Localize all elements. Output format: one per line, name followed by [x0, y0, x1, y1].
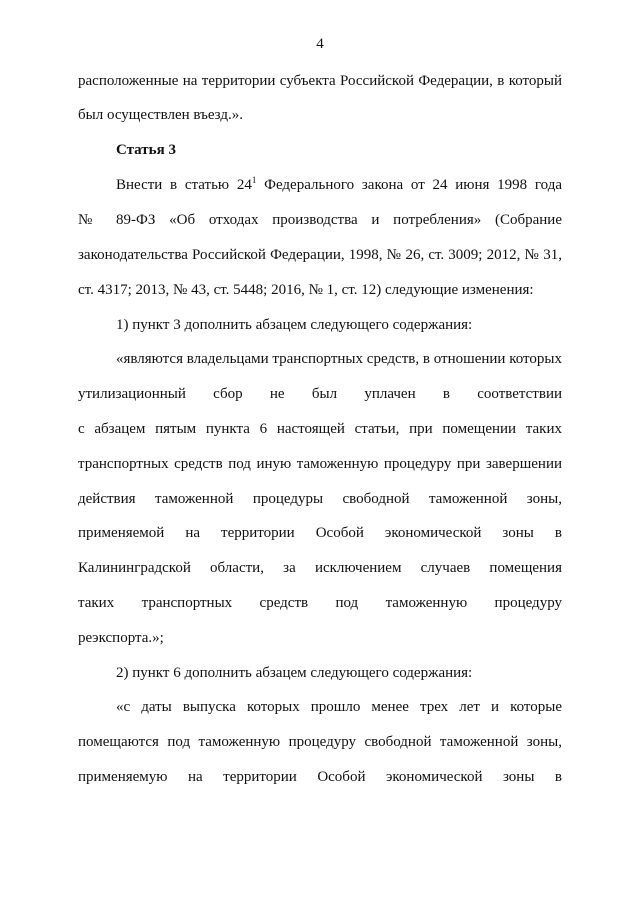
text-line: «являются владельцами транспортных средств, в отношении которых — [116, 351, 562, 367]
text-line: 2) пункт 6 дополнить абзацем следующего содержания: — [116, 665, 473, 681]
text-line: таких транспортных средств под таможенную процедуру — [78, 595, 562, 611]
text-line — [116, 176, 562, 194]
text-line: № 89-ФЗ «Об отходах производства и потребления» (Собрание — [78, 212, 562, 228]
text-line: помещаются под таможенную процедуру свободной таможенной зоны, — [78, 734, 562, 750]
text-line: был осуществлен въезд.». — [78, 107, 243, 123]
text-line: реэкспорта.»; — [78, 630, 164, 646]
text-line: применяемой на территории Особой экономической зоны в — [78, 525, 562, 541]
text-fragment: Внести в статью 24 — [116, 177, 252, 193]
text-line: применяемую на территории Особой экономической зоны в — [78, 769, 562, 785]
text-line: законодательства Российской Федерации, 1998, № 26, ст. 3009; 2012, № 31, — [78, 247, 562, 263]
text-line: утилизационный сбор не был уплачен в соответствии — [78, 386, 562, 402]
text-line: с абзацем пятым пункта 6 настоящей статьи, при помещении таких — [78, 421, 562, 437]
text-line: ст. 4317; 2013, № 43, ст. 5448; 2016, № 1, ст. 12) следующие изменения: — [78, 282, 534, 298]
text-line: расположенные на территории субъекта Российской Федерации, в который — [78, 73, 562, 89]
text-line: транспортных средств под иную таможенную процедуру при завершении — [78, 456, 562, 472]
text-line: действия таможенной процедуры свободной таможенной зоны, — [78, 491, 562, 507]
text-line: 1) пункт 3 дополнить абзацем следующего содержания: — [116, 317, 473, 333]
superscript: 1 — [251, 175, 257, 185]
text-line: «с даты выпуска которых прошло менее трех лет и которые — [116, 699, 562, 715]
text-line: Калининградской области, за исключением случаев помещения — [78, 560, 562, 576]
text-fragment: Федерального закона от 24 июня 1998 года — [256, 177, 562, 193]
article-heading: Статья 3 — [116, 142, 176, 158]
page-number: 4 — [316, 36, 324, 52]
